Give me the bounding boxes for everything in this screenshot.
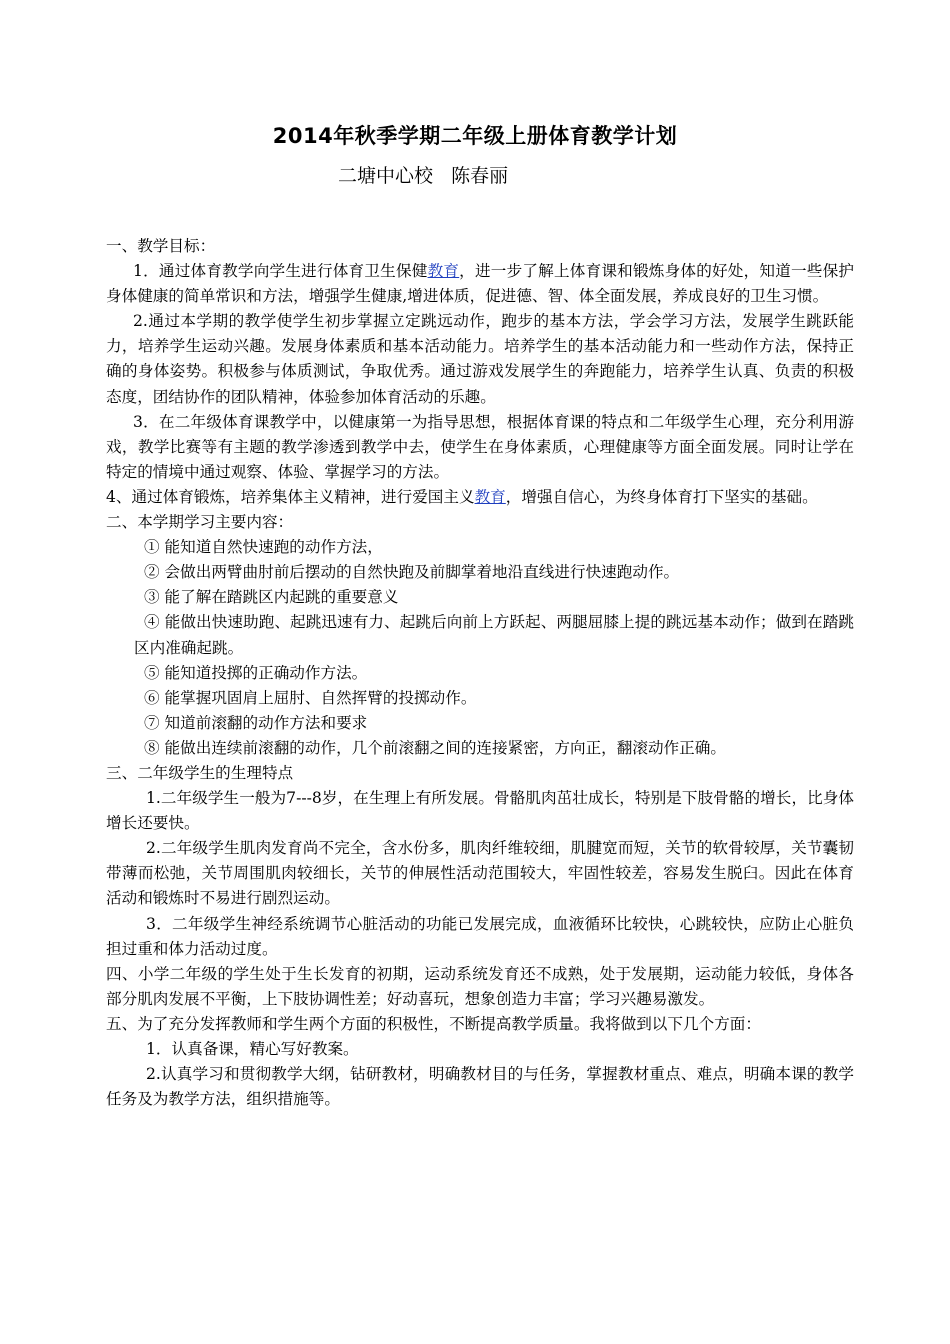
education-link[interactable]: 教育 <box>427 262 460 281</box>
section-students-characteristics: 四、小学二年级的学生处于生长发育的初期，运动系统发育还不成熟，处于发展期，运动能力较低，身体各部分肌肉发展不平衡，上下肢协调性差；好动喜玩，想象创造力丰富；学习兴趣易激发。 <box>106 964 854 1008</box>
measures-paragraph-2: 2.认真学习和贯彻教学大纲，钻研教材，明确教材目的与任务，掌握教材重点、难点，明确本课的教学任务及为教学方法，组织措施等。 <box>106 1065 854 1109</box>
education-link[interactable]: 教育 <box>474 487 506 506</box>
section-heading-content: 二、本学期学习主要内容： <box>106 513 294 532</box>
content-list-item: ② 会做出两臂曲肘前后摆动的自然快跑及前脚掌着地沿直线进行快速跑动作。 <box>144 563 680 582</box>
content-list-item: ⑦ 知道前滚翻的动作方法和要求 <box>144 713 368 732</box>
goal-paragraph-1 <box>106 259 854 309</box>
section-heading-goals: 一、教学目标： <box>106 237 216 255</box>
physiology-paragraph-1: 1.二年级学生一般为7---8岁，在生理上有所发展。骨骼肌肉茁壮成长，特别是下肢骨骼的增长，比身体增长还要快。 <box>106 789 854 833</box>
measures-paragraph-1: 1．认真备课，精心写好教案。 <box>146 1040 359 1058</box>
goal-paragraph-2: 2.通过本学期的教学使学生初步掌握立定跳远动作，跑步的基本方法，学会学习方法，发展学生跳跃能力，培养学生运动兴趣。发展身体素质和基本活动能力。培养学生的基本活动能力和一些动作方法，保持正确的身体姿势。积极参与体质测试，争取优秀。通过游戏发展学生的奔跑能力，培养学生认真、负责的积极态度，团结协作的团队精神，体验参加体育活动的乐趣。 <box>106 312 854 406</box>
content-list-item: ⑥ 能掌握巩固肩上屈肘、自然挥臂的投掷动作。 <box>144 688 477 707</box>
physiology-paragraph-3: 3．二年级学生神经系统调节心脏活动的功能已发展完成，血液循环比较快，心跳较快，应防止心脏负担过重和体力活动过度。 <box>106 914 854 958</box>
goal-1-text-b: ，进一步了解上体育课和锻炼身体的好处，知道一些保护身体健康的简单常识和方法，增强学生健康,增进体质，促进德、智、体全面发展，养成良好的卫生习惯。 <box>106 262 854 306</box>
goal-4-text-a: 4、通过体育锻炼，培养集体主义精神，进行爱国主义 <box>106 487 475 506</box>
goal-1-text-a: 1．通过体育教学向学生进行体育卫生保健 <box>133 262 428 281</box>
content-list-item: ① 能知道自然快速跑的动作方法， <box>144 538 383 557</box>
goal-paragraph-4 <box>106 485 854 510</box>
goal-paragraph-3: 3．在二年级体育课教学中，以健康第一为指导思想，根据体育课的特点和二年级学生心理，充分利用游戏，教学比赛等有主题的教学渗透到教学中去，使学生在身体素质，心理健康等方面全面发展。同时让学在特定的情境中通过观察、体验、掌握学习的方法。 <box>106 412 854 481</box>
document-body <box>106 234 854 1112</box>
section-heading-measures: 五、为了充分发挥教师和学生两个方面的积极性，不断提高教学质量。我将做到以下几个方面： <box>106 1014 761 1033</box>
content-list-item: ⑤ 能知道投掷的正确动作方法。 <box>144 663 368 682</box>
content-list-item: ③ 能了解在踏跳区内起跳的重要意义 <box>144 588 399 607</box>
document-author: 二塘中心校 陈春丽 <box>338 165 509 187</box>
section-heading-physiology: 三、二年级学生的生理特点 <box>106 763 294 782</box>
document-title: 2014年秋季学期二年级上册体育教学计划 <box>272 124 678 148</box>
content-list-item: ④ 能做出快速助跑、起跳迅速有力、起跳后向前上方跃起、两腿屈膝上提的跳远基本动作；做到在踏跳区内准确起跳。 <box>134 613 854 657</box>
goal-4-text-b: ，增强自信心，为终身体育打下坚实的基础。 <box>505 487 818 506</box>
content-list-item: ⑧ 能做出连续前滚翻的动作，几个前滚翻之间的连接紧密，方向正，翻滚动作正确。 <box>144 738 726 757</box>
physiology-paragraph-2: 2.二年级学生肌肉发育尚不完全，含水份多，肌肉纤维较细，肌腱宽而短，关节的软骨较厚，关节囊韧带薄而松弛，关节周围肌肉较细长，关节的伸展性活动范围较大，牢固性较差，容易发生脱臼。因此在体育活动和锻炼时不易进行剧烈运动。 <box>106 839 854 908</box>
